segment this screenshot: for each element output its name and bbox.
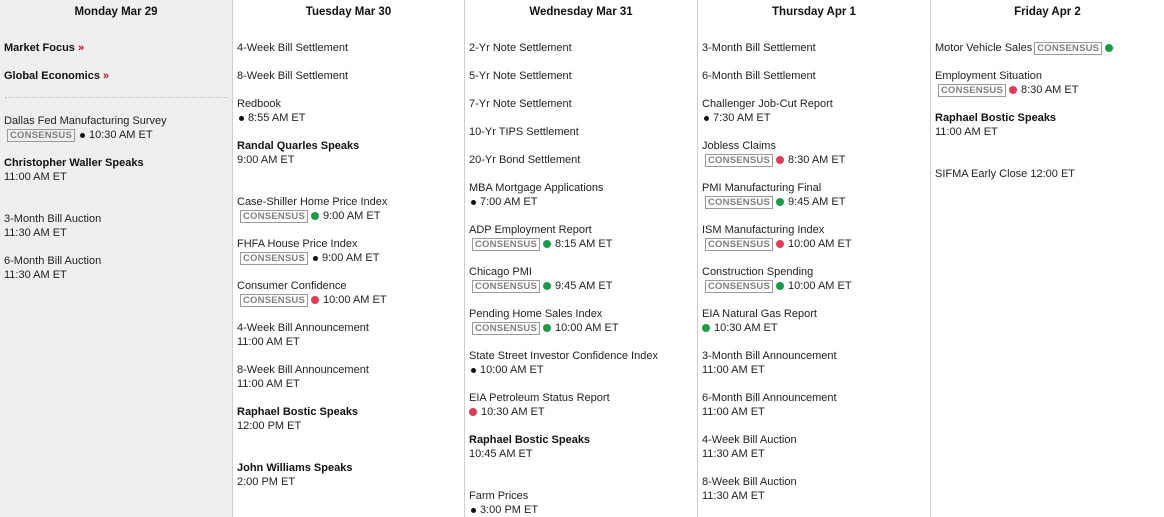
event-title[interactable]: 8-Week Bill Settlement: [237, 70, 349, 82]
calendar-event[interactable]: [702, 265, 852, 293]
calendar-event[interactable]: [469, 349, 658, 377]
event-time: 11:00 AM ET: [237, 336, 300, 349]
calendar-event[interactable]: [237, 41, 348, 55]
positive-indicator-icon: [776, 198, 784, 206]
calendar-event[interactable]: [237, 69, 348, 83]
calendar-event[interactable]: [935, 69, 1078, 97]
event-title[interactable]: ADP Employment Report: [469, 224, 592, 236]
event-time: 3:00 PM ET: [480, 504, 539, 517]
event-title[interactable]: 2-Yr Note Settlement: [469, 42, 572, 54]
calendar-event[interactable]: [702, 475, 797, 503]
consensus-badge[interactable]: CONSENSUS: [240, 210, 308, 223]
event-title[interactable]: Employment Situation: [935, 70, 1042, 82]
nav-link-global-economics[interactable]: [4, 69, 109, 83]
event-title[interactable]: 7-Yr Note Settlement: [469, 98, 572, 110]
calendar-event[interactable]: [702, 391, 837, 419]
event-time: 10:30 AM ET: [88, 129, 153, 142]
event-title[interactable]: 8-Week Bill Auction: [702, 476, 797, 488]
calendar-event[interactable]: [702, 97, 833, 125]
nav-link-label: Market Focus: [4, 42, 75, 54]
event-time: 11:00 AM ET: [237, 378, 300, 391]
event-title[interactable]: 4-Week Bill Announcement: [237, 322, 369, 334]
nav-link-market-focus[interactable]: [4, 41, 84, 55]
positive-indicator-icon: [776, 282, 784, 290]
calendar-event[interactable]: [469, 181, 604, 209]
bullet-icon: [471, 200, 476, 205]
event-title[interactable]: John Williams Speaks: [237, 462, 353, 474]
calendar-event[interactable]: [702, 223, 852, 251]
event-time: 11:00 AM ET: [4, 171, 67, 184]
positive-indicator-icon: [543, 240, 551, 248]
event-title[interactable]: EIA Natural Gas Report: [702, 308, 817, 320]
event-time: 8:15 AM ET: [554, 238, 613, 251]
event-title[interactable]: 5-Yr Note Settlement: [469, 70, 572, 82]
calendar-event[interactable]: [702, 181, 845, 209]
day-column-thursday: [698, 0, 931, 517]
consensus-badge[interactable]: CONSENSUS: [705, 280, 773, 293]
event-title[interactable]: Consumer Confidence: [237, 280, 347, 292]
event-title[interactable]: 10-Yr TIPS Settlement: [469, 126, 579, 138]
event-title[interactable]: 3-Month Bill Announcement: [702, 350, 837, 362]
event-time: 10:00 AM ET: [787, 280, 852, 293]
event-meta: [702, 153, 845, 167]
positive-indicator-icon: [543, 324, 551, 332]
event-title[interactable]: 8-Week Bill Announcement: [237, 364, 369, 376]
consensus-badge[interactable]: CONSENSUS: [472, 322, 540, 335]
calendar-event[interactable]: [4, 114, 167, 142]
calendar-event[interactable]: [237, 195, 387, 223]
event-title[interactable]: Raphael Bostic Speaks: [935, 112, 1057, 124]
event-meta: [469, 447, 590, 461]
event-title[interactable]: Raphael Bostic Speaks: [469, 434, 591, 446]
event-meta: [469, 405, 610, 419]
calendar-event[interactable]: [469, 69, 572, 83]
day-header: Friday Apr 2: [1014, 6, 1081, 18]
event-meta: [4, 226, 101, 240]
day-header: Monday Mar 29: [74, 6, 158, 18]
day-column-monday: [0, 0, 233, 517]
negative-indicator-icon: [776, 240, 784, 248]
event-title[interactable]: Redbook: [237, 98, 282, 110]
consensus-badge[interactable]: CONSENSUS: [240, 252, 308, 265]
event-time: 9:45 AM ET: [787, 196, 846, 209]
event-time: 2:00 PM ET: [237, 476, 296, 489]
event-meta: [237, 111, 305, 125]
event-title[interactable]: 20-Yr Bond Settlement: [469, 154, 581, 166]
event-time: 9:00 AM ET: [322, 210, 381, 223]
bullet-icon: [313, 256, 318, 261]
consensus-badge[interactable]: CONSENSUS: [472, 280, 540, 293]
event-time: 9:00 AM ET: [237, 154, 295, 167]
event-meta: [702, 279, 852, 293]
event-time: 8:30 AM ET: [787, 154, 846, 167]
event-title[interactable]: Motor Vehicle Sales: [935, 42, 1033, 54]
event-time: 7:30 AM ET: [713, 112, 771, 125]
calendar-event[interactable]: [469, 41, 572, 55]
event-meta: [702, 321, 817, 335]
event-meta: [237, 475, 352, 489]
event-time: 11:00 AM ET: [935, 126, 998, 139]
calendar-event[interactable]: [702, 41, 816, 55]
calendar-event[interactable]: [237, 139, 359, 167]
calendar-event[interactable]: [935, 111, 1056, 139]
event-time: 10:30 AM ET: [714, 322, 778, 335]
consensus-badge[interactable]: CONSENSUS: [705, 154, 773, 167]
event-title[interactable]: FHFA House Price Index: [237, 238, 358, 250]
event-title[interactable]: 6-Month Bill Settlement: [702, 70, 816, 82]
event-meta: [4, 268, 101, 282]
calendar-event[interactable]: [469, 97, 572, 111]
event-title[interactable]: 4-Week Bill Auction: [702, 434, 797, 446]
event-title[interactable]: 6-Month Bill Auction: [4, 255, 102, 267]
event-title[interactable]: Case-Shiller Home Price Index: [237, 196, 388, 208]
consensus-badge[interactable]: CONSENSUS: [7, 129, 75, 142]
event-title[interactable]: Christopher Waller Speaks: [4, 157, 144, 169]
day-column-tuesday: [233, 0, 465, 517]
event-title[interactable]: State Street Investor Confidence Index: [469, 350, 658, 362]
event-title[interactable]: SIFMA Early Close 12:00 ET: [935, 168, 1075, 180]
event-meta: [469, 279, 612, 293]
calendar-event[interactable]: [702, 433, 797, 461]
event-time: 7:00 AM ET: [480, 196, 538, 209]
day-header: Wednesday Mar 31: [529, 6, 633, 18]
calendar-event[interactable]: [702, 307, 817, 335]
event-time: 10:00 AM ET: [480, 364, 544, 377]
event-time: 11:00 AM ET: [702, 406, 765, 419]
consensus-badge[interactable]: CONSENSUS: [472, 238, 540, 251]
event-meta: [469, 363, 658, 377]
event-title[interactable]: Raphael Bostic Speaks: [237, 406, 359, 418]
calendar-event[interactable]: [469, 391, 610, 419]
double-chevron-right-icon: »: [103, 70, 110, 82]
event-meta: [469, 321, 619, 335]
calendar-event[interactable]: [702, 69, 816, 83]
event-title[interactable]: EIA Petroleum Status Report: [469, 392, 610, 404]
event-time: 11:30 AM ET: [4, 227, 67, 240]
positive-indicator-icon: [543, 282, 551, 290]
calendar-event[interactable]: [237, 363, 369, 391]
event-title[interactable]: PMI Manufacturing Final: [702, 182, 822, 194]
calendar-event[interactable]: [237, 97, 305, 125]
event-time: 11:00 AM ET: [702, 364, 765, 377]
calendar-event[interactable]: [237, 461, 352, 489]
event-meta: [702, 111, 833, 125]
event-meta: [237, 209, 387, 223]
event-title[interactable]: 3-Month Bill Auction: [4, 213, 102, 225]
event-time: 11:30 AM ET: [702, 448, 765, 461]
event-time: 10:30 AM ET: [481, 406, 545, 419]
event-meta: [469, 237, 612, 251]
calendar-event[interactable]: [702, 139, 845, 167]
event-meta: [469, 503, 538, 517]
event-title[interactable]: Randal Quarles Speaks: [237, 140, 360, 152]
event-time: 10:45 AM ET: [469, 448, 533, 461]
bullet-icon: [471, 508, 476, 513]
negative-indicator-icon: [1009, 86, 1017, 94]
calendar-event[interactable]: [935, 41, 1117, 55]
event-time: 8:30 AM ET: [1020, 84, 1079, 97]
event-title[interactable]: ISM Manufacturing Index: [702, 224, 825, 236]
day-header: Thursday Apr 1: [772, 6, 856, 18]
bullet-icon: [704, 116, 709, 121]
day-column-friday: [931, 0, 1164, 517]
event-title[interactable]: MBA Mortgage Applications: [469, 182, 604, 194]
event-time: 8:55 AM ET: [248, 112, 306, 125]
calendar-event[interactable]: [469, 307, 619, 335]
event-meta: [702, 195, 845, 209]
event-time: 9:00 AM ET: [321, 252, 380, 265]
event-meta: [237, 153, 359, 167]
event-title[interactable]: Challenger Job-Cut Report: [702, 98, 833, 110]
event-title[interactable]: 6-Month Bill Announcement: [702, 392, 837, 404]
event-title[interactable]: Construction Spending: [702, 266, 814, 278]
event-meta: [237, 335, 369, 349]
negative-indicator-icon: [469, 408, 477, 416]
day-column-wednesday: [465, 0, 698, 517]
calendar-event[interactable]: [469, 265, 612, 293]
calendar-event[interactable]: [469, 489, 538, 517]
consensus-badge[interactable]: CONSENSUS: [240, 294, 308, 307]
negative-indicator-icon: [776, 156, 784, 164]
calendar-event[interactable]: [237, 279, 387, 307]
event-title[interactable]: 3-Month Bill Settlement: [702, 42, 816, 54]
calendar-event[interactable]: [935, 167, 1075, 181]
event-title[interactable]: Jobless Claims: [702, 140, 776, 152]
event-time: 9:45 AM ET: [554, 280, 613, 293]
nav-link-label: Global Economics: [4, 70, 100, 82]
bullet-icon: [239, 116, 244, 121]
event-meta: [702, 363, 837, 377]
calendar-event[interactable]: [4, 212, 101, 240]
calendar-event[interactable]: [702, 349, 837, 377]
positive-indicator-icon: [311, 212, 319, 220]
calendar-event[interactable]: [237, 321, 369, 349]
calendar-event[interactable]: [469, 433, 590, 461]
calendar-event[interactable]: [469, 223, 612, 251]
event-meta: [469, 195, 604, 209]
consensus-badge[interactable]: CONSENSUS: [705, 196, 773, 209]
event-meta: [935, 83, 1078, 97]
event-title[interactable]: Farm Prices: [469, 490, 529, 502]
double-chevron-right-icon: »: [77, 42, 85, 54]
bullet-icon: [80, 133, 85, 138]
negative-indicator-icon: [311, 296, 319, 304]
calendar-event[interactable]: [4, 156, 144, 184]
consensus-badge[interactable]: CONSENSUS: [1034, 42, 1102, 55]
positive-indicator-icon: [702, 324, 710, 332]
positive-indicator-icon: [1105, 44, 1113, 52]
event-time: 11:30 AM ET: [4, 269, 67, 282]
event-title[interactable]: Dallas Fed Manufacturing Survey: [4, 115, 167, 127]
consensus-badge[interactable]: CONSENSUS: [938, 84, 1006, 97]
event-meta: [4, 170, 144, 184]
event-meta: [237, 377, 369, 391]
day-header: Tuesday Mar 30: [305, 6, 392, 18]
calendar-event[interactable]: [469, 153, 580, 167]
event-time: 12:00 PM ET: [237, 420, 302, 433]
event-meta: [702, 405, 837, 419]
event-time: 10:00 AM ET: [554, 322, 619, 335]
event-time: 10:00 AM ET: [787, 238, 852, 251]
consensus-badge[interactable]: CONSENSUS: [705, 238, 773, 251]
event-time: 11:30 AM ET: [702, 490, 765, 503]
calendar-event[interactable]: [237, 237, 379, 265]
calendar-event[interactable]: [469, 125, 579, 139]
event-meta: [702, 447, 797, 461]
calendar-event[interactable]: [237, 405, 358, 433]
event-time: 10:00 AM ET: [322, 294, 387, 307]
event-meta: [702, 237, 852, 251]
event-title[interactable]: Pending Home Sales Index: [469, 308, 603, 320]
event-meta: [237, 293, 387, 307]
event-meta: [935, 125, 1056, 139]
calendar-event[interactable]: [4, 254, 101, 282]
event-meta: [237, 251, 379, 265]
divider: [5, 97, 227, 98]
bullet-icon: [471, 368, 476, 373]
event-meta: [237, 419, 358, 433]
event-title[interactable]: Chicago PMI: [469, 266, 532, 278]
event-meta: [702, 489, 797, 503]
event-title[interactable]: 4-Week Bill Settlement: [237, 42, 349, 54]
event-meta: [4, 128, 167, 142]
